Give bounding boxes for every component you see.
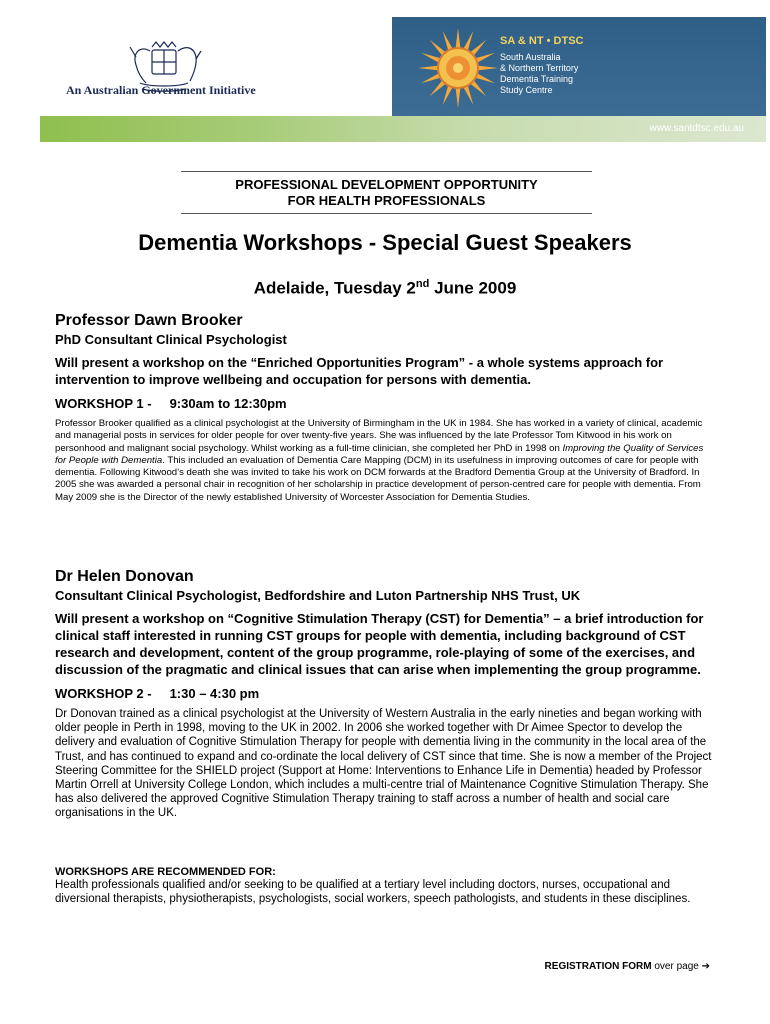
workshop2-time: 1:30 – 4:30 pm	[169, 686, 260, 701]
recommended-body: Health professionals qualified and/or seeking to be qualified at a tertiary level including doctors, nurses, occupational and diversional therapists, physiotherapists, psychologists, social workers, speech pathologists, and students in these disciplines.	[55, 879, 691, 906]
speaker1-bio	[55, 418, 715, 504]
workshop2-line	[55, 686, 715, 701]
government-initiative-text: An Australian Government Initiative	[66, 83, 256, 97]
sun-ray	[421, 53, 441, 63]
dtsc-title: SA & NT • DTSC	[500, 35, 584, 47]
speaker2-role: Consultant Clinical Psychologist, Bedfordshire and Luton Partnership NHS Trust, UK	[55, 588, 581, 603]
speaker1-name: Professor Dawn Brooker	[55, 312, 243, 329]
dtsc-line: & Northern Territory	[500, 63, 579, 73]
sun-ray	[475, 73, 495, 83]
dtsc-name-lines	[500, 52, 578, 96]
registration-note	[545, 961, 710, 972]
speaker1-section	[55, 312, 715, 504]
sun-ray	[443, 31, 453, 51]
dtsc-line: Study Centre	[500, 85, 553, 95]
event-date	[0, 278, 770, 299]
sun-ray	[475, 53, 495, 63]
registration-form-label: REGISTRATION FORM	[544, 961, 652, 972]
sun-ray	[456, 28, 461, 48]
recommended-section	[55, 866, 715, 906]
speaker1-role: PhD Consultant Clinical Psychologist	[55, 332, 287, 347]
date-suffix-sup: nd	[415, 278, 430, 290]
speaker2-section	[55, 568, 715, 821]
sun-ray	[456, 88, 461, 108]
workshop1-time: 9:30am to 12:30pm	[169, 396, 287, 411]
recommended-heading: WORKSHOPS ARE RECOMMENDED FOR:	[55, 866, 276, 878]
sun-ray	[478, 66, 498, 71]
pd-heading-line: PROFESSIONAL DEVELOPMENT OPPORTUNITY	[235, 177, 538, 192]
sun-ray	[418, 66, 438, 71]
sun-ray	[463, 31, 473, 51]
workshop1-label: WORKSHOP 1 -	[55, 396, 152, 411]
header-banner	[40, 17, 766, 142]
pd-heading-line: FOR HEALTH PROFESSIONALS	[287, 193, 486, 208]
sun-logo-icon	[415, 25, 501, 111]
page-title: Dementia Workshops - Special Guest Speakers	[138, 230, 632, 255]
sun-ray	[463, 85, 473, 105]
dtsc-line: South Australia	[500, 52, 561, 62]
workshop1-line	[55, 396, 715, 411]
sun-ray	[421, 73, 441, 83]
dtsc-line: Dementia Training	[500, 74, 574, 84]
government-panel	[40, 17, 392, 116]
top-rule	[181, 171, 592, 172]
bio-italic-title: Improving the Quality of Services for People with Dementia	[55, 442, 704, 466]
speaker2-name: Dr Helen Donovan	[55, 568, 194, 585]
bio-text: Professor Brooker qualified as a clinical psychologist at the University of Birmingham in the UK in 1984. She has worked in a variety of clinical, academic and managerial posts in services for older people for over twenty-five years. She was influenced by the late Professor Tom Kitwood in his work on personhood and malignant social psychology. Whilst working as a full-time clinician, she completed her PhD in 1998 on	[55, 418, 703, 454]
speaker2-intro: Will present a workshop on “Cognitive Stimulation Therapy (CST) for Dementia” – a brief introduction for clinical staff interested in running CST groups for people with dementia, including background of CST research and development, content of the group programme, role-playing of some of the exercises, and discussion of the pragmatic and clinical issues that can arise when implementing the group programme.	[55, 611, 704, 677]
pd-heading	[181, 177, 592, 209]
speaker2-bio: Dr Donovan trained as a clinical psychologist at the University of Western Australia in the early nineties and began working with older people in Perth in 1998, moving to the UK in 2002. In 2006 she worked together with Dr Aimee Spector to develop the delivery and evaluation of Cognitive Stimulation Therapy for people with dementia living in the community in the local area of the Trust, and has continued to expand and co-ordinate the local delivery of CST since that time. She is now a member of the Project Steering Committee for the SHIELD project (Support at Home: Interventions to Enhance Life in Dementia) headed by Professor Martin Orrell at University College London, which includes a multi-centre trial of Maintenance Cognitive Stimulation Therapy. She has also delivered the approved Cognitive Stimulation Therapy training to staff across a number of health and social care organisations in the UK.	[55, 708, 712, 820]
bio-text: . This included an evaluation of Dementia Care Mapping (DCM) in its usefulness in improving outcomes of care for people with dementia. Following Kitwood’s death she was invited to take his work on DCM forwards at the Bradford Dementia Group at the University of Bradford. In 2005 she was awarded a personal chair in recognition of her scholarship in practice development of person-centred care for people with dementia. From May 2009 she is the Director of the newly established University of Worcester Association for Dementia Studies.	[55, 454, 701, 503]
over-page-text: over page ➔	[651, 961, 710, 972]
workshop2-label: WORKSHOP 2 -	[55, 686, 152, 701]
bottom-rule	[181, 213, 592, 214]
date-prefix: Adelaide, Tuesday 2	[253, 278, 416, 298]
sun-ray	[443, 85, 453, 105]
speaker1-intro: Will present a workshop on the “Enriched Opportunities Program” - a whole systems approach for intervention to improve wellbeing and occupation for persons with dementia.	[55, 355, 664, 387]
date-rest: June 2009	[429, 278, 517, 298]
website-url: www.santdtsc.edu.au	[649, 123, 744, 134]
